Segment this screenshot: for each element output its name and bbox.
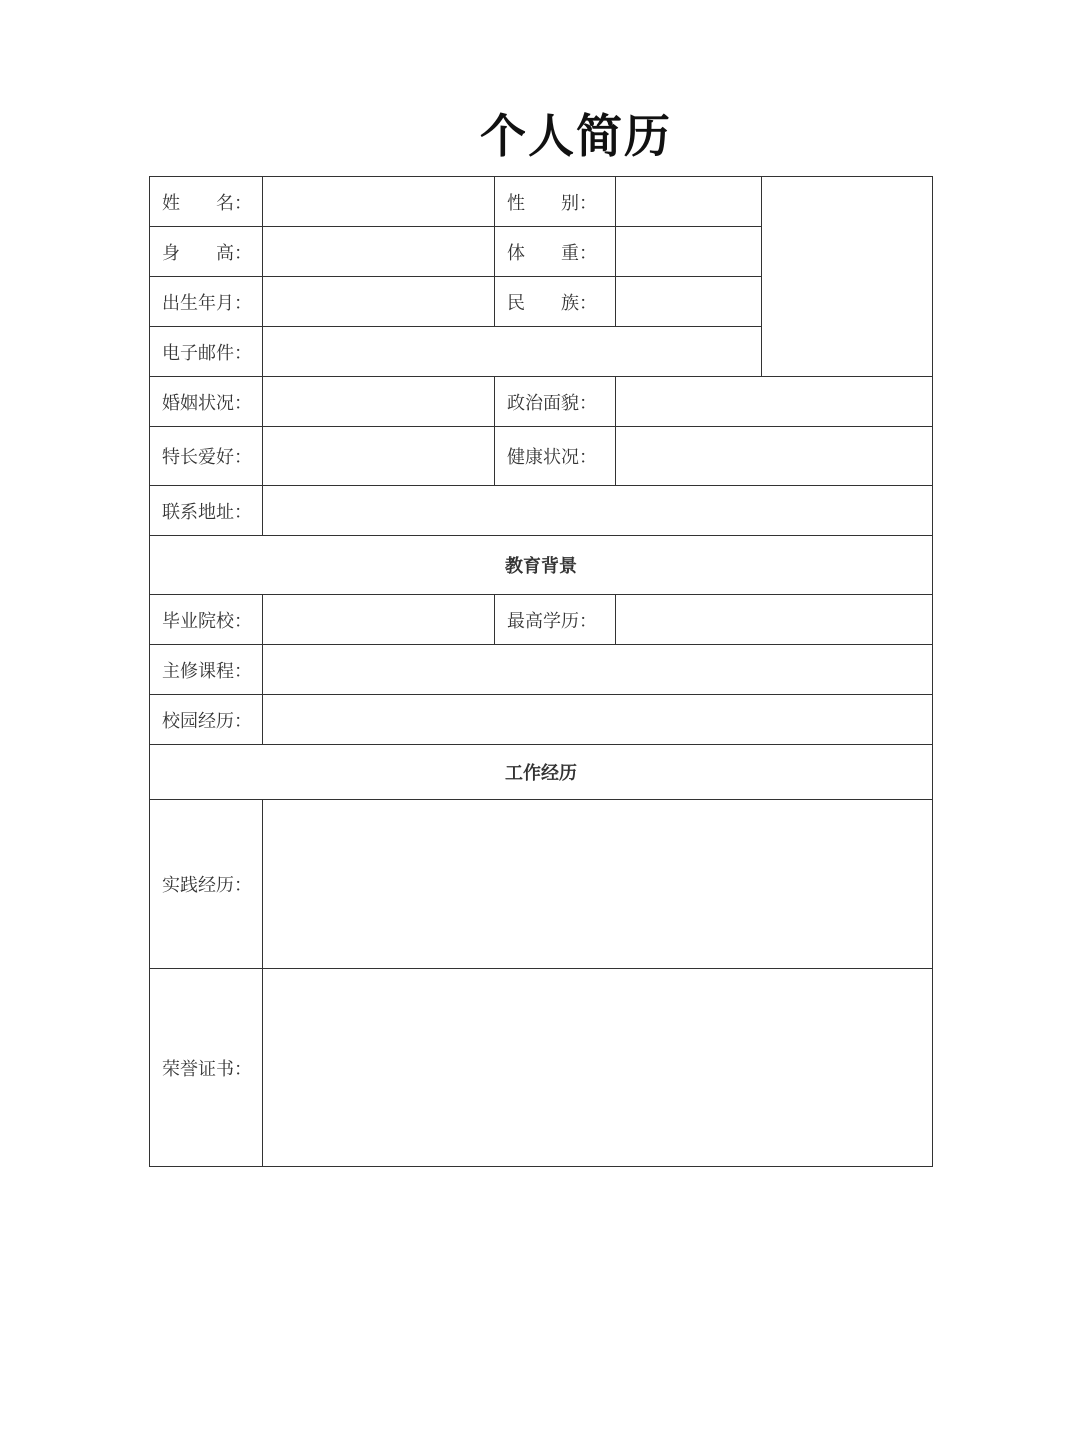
school-field[interactable]	[263, 595, 495, 645]
health-label: 健康状况：	[495, 427, 616, 486]
birth-field[interactable]	[263, 277, 495, 327]
row-practice	[150, 800, 933, 969]
marital-label: 婚姻状况：	[150, 377, 263, 427]
ethnicity-field[interactable]	[616, 277, 762, 327]
honors-field[interactable]	[263, 969, 933, 1167]
courses-field[interactable]	[263, 645, 933, 695]
campus-field[interactable]	[263, 695, 933, 745]
row-campus	[150, 695, 933, 745]
school-label: 毕业院校：	[150, 595, 263, 645]
gender-label: 性 别：	[495, 177, 616, 227]
hobby-label: 特长爱好：	[150, 427, 263, 486]
gender-field[interactable]	[616, 177, 762, 227]
photo-box[interactable]	[762, 177, 933, 377]
row-hobby-health	[150, 427, 933, 486]
row-school-degree	[150, 595, 933, 645]
address-field[interactable]	[263, 486, 933, 536]
resume-form-table	[149, 176, 933, 1167]
marital-field[interactable]	[263, 377, 495, 427]
name-label: 姓 名：	[150, 177, 263, 227]
political-label: 政治面貌：	[495, 377, 616, 427]
courses-label: 主修课程：	[150, 645, 263, 695]
height-field[interactable]	[263, 227, 495, 277]
address-label: 联系地址：	[150, 486, 263, 536]
degree-label: 最高学历：	[495, 595, 616, 645]
practice-label: 实践经历：	[150, 800, 263, 969]
row-courses	[150, 645, 933, 695]
height-label: 身 高：	[150, 227, 263, 277]
resume-title: 个人简历	[480, 109, 672, 163]
weight-label: 体 重：	[495, 227, 616, 277]
row-address	[150, 486, 933, 536]
degree-field[interactable]	[616, 595, 933, 645]
practice-field[interactable]	[263, 800, 933, 969]
education-section-title: 教育背景	[150, 536, 933, 595]
row-marital-political	[150, 377, 933, 427]
honors-label: 荣誉证书：	[150, 969, 263, 1167]
campus-label: 校园经历：	[150, 695, 263, 745]
name-field[interactable]	[263, 177, 495, 227]
email-field[interactable]	[263, 327, 762, 377]
ethnicity-label: 民 族：	[495, 277, 616, 327]
political-field[interactable]	[616, 377, 933, 427]
row-honors	[150, 969, 933, 1167]
work-section-title: 工作经历	[150, 745, 933, 800]
row-education-heading	[150, 536, 933, 595]
hobby-field[interactable]	[263, 427, 495, 486]
weight-field[interactable]	[616, 227, 762, 277]
row-work-heading	[150, 745, 933, 800]
health-field[interactable]	[616, 427, 933, 486]
row-name-gender	[150, 177, 933, 227]
email-label: 电子邮件：	[150, 327, 263, 377]
birth-label: 出生年月：	[150, 277, 263, 327]
